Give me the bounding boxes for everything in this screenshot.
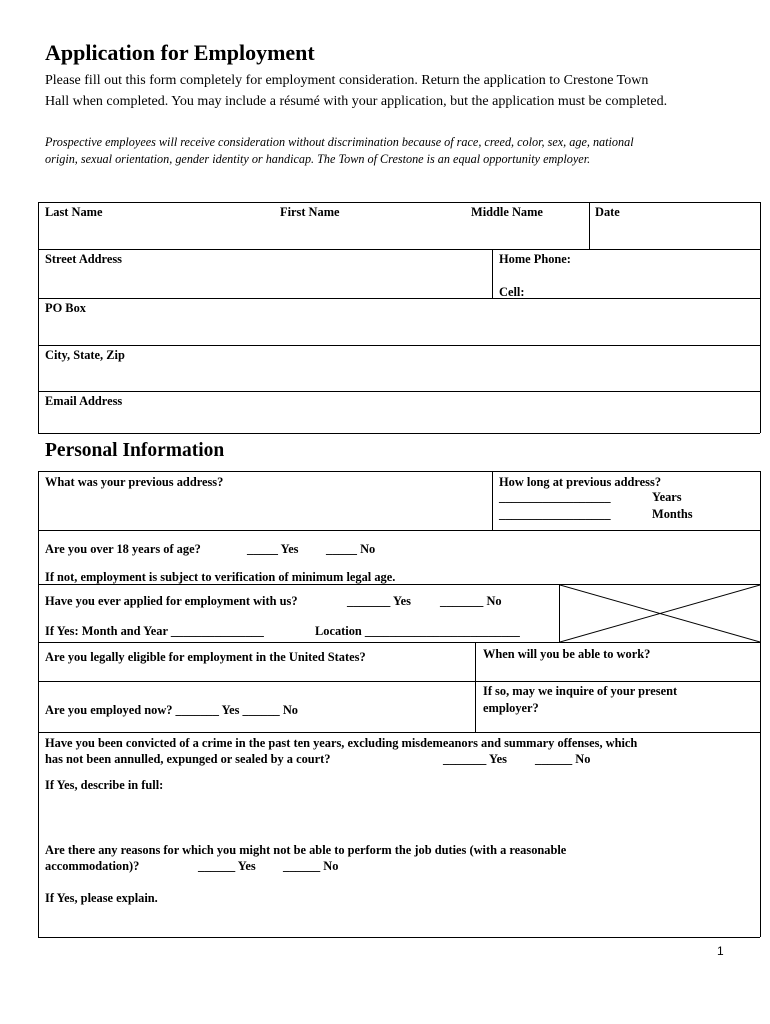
inquire-employer-label-line-2: employer? xyxy=(483,701,539,715)
employed-now-label[interactable]: Are you employed now? _______ Yes ______ No xyxy=(45,703,298,717)
table-border xyxy=(38,471,39,937)
describe-full-label: If Yes, describe in full: xyxy=(45,778,164,792)
table-border xyxy=(38,530,760,531)
previous-address-label: What was your previous address? xyxy=(45,475,224,489)
table-border xyxy=(38,298,760,299)
convicted-yes[interactable]: _______ Yes xyxy=(443,752,507,766)
cell-field[interactable] xyxy=(532,284,756,297)
table-border xyxy=(38,345,760,346)
table-border xyxy=(38,391,760,392)
city-state-zip-label: City, State, Zip xyxy=(45,348,125,362)
city-state-zip-field[interactable] xyxy=(42,365,756,389)
month-year-blank[interactable]: If Yes: Month and Year _______________ xyxy=(45,624,264,638)
not-applicable-cross xyxy=(560,585,760,642)
first-name-label: First Name xyxy=(280,205,340,219)
years-blank[interactable]: __________________ xyxy=(499,490,611,504)
over-18-no[interactable]: _____ No xyxy=(326,542,376,556)
when-work-field[interactable] xyxy=(480,663,756,679)
table-border xyxy=(475,642,476,732)
location-blank[interactable]: Location _________________________ xyxy=(315,624,520,638)
table-border xyxy=(38,202,760,203)
legally-eligible-label: Are you legally eligible for employment in the United States? xyxy=(45,650,366,664)
table-border xyxy=(38,642,760,643)
first-name-field[interactable] xyxy=(276,220,466,246)
home-phone-label: Home Phone: xyxy=(499,252,571,266)
table-border xyxy=(38,249,760,250)
page-number: 1 xyxy=(717,944,724,958)
email-field[interactable] xyxy=(42,410,756,431)
table-border xyxy=(38,732,760,733)
po-box-field[interactable] xyxy=(42,318,756,343)
middle-name-field[interactable] xyxy=(468,220,586,246)
table-border xyxy=(760,471,761,937)
table-border xyxy=(38,681,760,682)
reasons-yes[interactable]: ______ Yes xyxy=(198,859,256,873)
minimum-age-note: If not, employment is subject to verification of minimum legal age. xyxy=(45,570,396,584)
middle-name-label: Middle Name xyxy=(471,205,543,219)
table-border xyxy=(760,202,761,433)
applied-yes[interactable]: _______ Yes xyxy=(347,594,411,608)
table-border xyxy=(38,937,760,938)
over-18-label: Are you over 18 years of age? xyxy=(45,542,201,556)
po-box-label: PO Box xyxy=(45,301,86,315)
intro-line-1: Please fill out this form completely for employment consideration. Return the application to Crestone Town xyxy=(45,73,649,88)
when-work-label: When will you be able to work? xyxy=(483,647,651,661)
convicted-no[interactable]: ______ No xyxy=(535,752,591,766)
street-address-label: Street Address xyxy=(45,252,122,266)
applied-before-label: Have you ever applied for employment with us? xyxy=(45,594,298,608)
reasons-no[interactable]: ______ No xyxy=(283,859,339,873)
email-label: Email Address xyxy=(45,394,123,408)
home-phone-field[interactable] xyxy=(584,252,756,268)
date-label: Date xyxy=(595,205,620,219)
please-explain-label: If Yes, please explain. xyxy=(45,891,158,905)
intro-line-2: Hall when completed. You may include a résumé with your application, but the application must be completed. xyxy=(45,94,668,109)
table-border xyxy=(492,249,493,298)
street-address-field[interactable] xyxy=(42,268,488,296)
last-name-label: Last Name xyxy=(45,205,103,219)
describe-full-field[interactable] xyxy=(42,795,756,837)
months-blank[interactable]: __________________ xyxy=(499,507,611,521)
table-border xyxy=(38,202,39,433)
months-label: Months xyxy=(652,507,693,521)
convicted-label-line-1: Have you been convicted of a crime in the past ten years, excluding misdemeanors and summary offenses, which xyxy=(45,736,638,750)
cell-label: Cell: xyxy=(499,285,525,299)
convicted-label-line-2: has not been annulled, expunged or sealed by a court? xyxy=(45,752,331,766)
how-long-label: How long at previous address? xyxy=(499,475,662,489)
reasons-label-line-1: Are there any reasons for which you might not be able to perform the job duties (with a reasonable xyxy=(45,843,567,857)
reasons-label-line-2: accommodation)? xyxy=(45,859,140,873)
personal-information-heading: Personal Information xyxy=(45,440,225,461)
years-label: Years xyxy=(652,490,682,504)
last-name-field[interactable] xyxy=(42,220,272,246)
please-explain-field[interactable] xyxy=(42,908,756,935)
table-border xyxy=(38,471,760,472)
table-border xyxy=(38,433,760,434)
table-border xyxy=(589,202,590,249)
date-field[interactable] xyxy=(593,220,757,246)
eeo-line-2: origin, sexual orientation, gender identity or handicap. The Town of Crestone is an equal opportunity employer. xyxy=(45,152,591,166)
eeo-line-1: Prospective employees will receive consideration without discrimination because of race, creed, color, sex, age, national xyxy=(45,135,634,149)
applied-no[interactable]: _______ No xyxy=(440,594,502,608)
inquire-employer-label-line-1: If so, may we inquire of your present xyxy=(483,684,678,698)
previous-address-field[interactable] xyxy=(42,492,488,528)
table-border xyxy=(492,471,493,530)
page-title: Application for Employment xyxy=(45,40,315,65)
over-18-yes[interactable]: _____ Yes xyxy=(247,542,299,556)
